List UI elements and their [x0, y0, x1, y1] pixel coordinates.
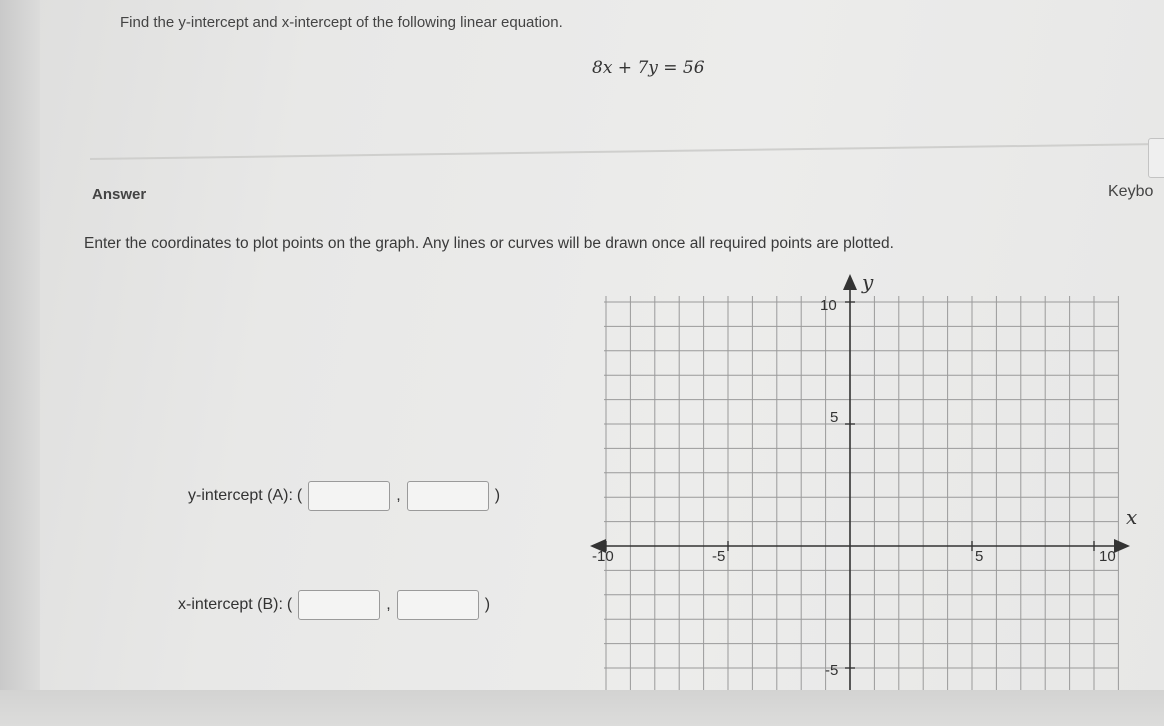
x-axis-label: x [1126, 505, 1138, 529]
close-paren: ) [494, 487, 501, 504]
tick-label-x-10: 10 [1099, 548, 1116, 565]
tick-label-x-5: 5 [975, 548, 984, 565]
tick-label-x-neg10: -10 [592, 548, 614, 565]
tick-label-x-neg5: -5 [712, 548, 726, 565]
instructions-text: Enter the coordinates to plot points on the graph. Any lines or curves will be drawn once all required points are plotted. [84, 235, 894, 252]
comma-separator: , [396, 487, 401, 504]
tick-label-y-10: 10 [820, 297, 837, 314]
keyboard-shortcuts-link[interactable]: Keybo [1108, 183, 1154, 200]
x-axis-arrow-right [1114, 539, 1130, 553]
comma-separator: , [386, 596, 391, 613]
y-axis-arrow-up [843, 274, 857, 290]
x-intercept-label: x-intercept (B): [178, 596, 283, 613]
answer-heading: Answer [92, 186, 147, 203]
graph-grid [604, 296, 1118, 690]
graph-axes [590, 274, 1130, 690]
y-intercept-label: y-intercept (A): [188, 487, 293, 504]
open-paren: ( [296, 487, 303, 504]
tick-label-y-5: 5 [830, 409, 839, 426]
bottom-shadow [0, 690, 1164, 726]
question-text: Find the y-intercept and x-intercept of the following linear equation. [120, 14, 563, 31]
y-axis-label: y [862, 270, 874, 294]
equation: 8x + 7y = 56 [592, 58, 705, 78]
open-paren: ( [286, 596, 293, 613]
tick-label-y-neg5: -5 [825, 662, 839, 679]
close-paren: ) [484, 596, 491, 613]
